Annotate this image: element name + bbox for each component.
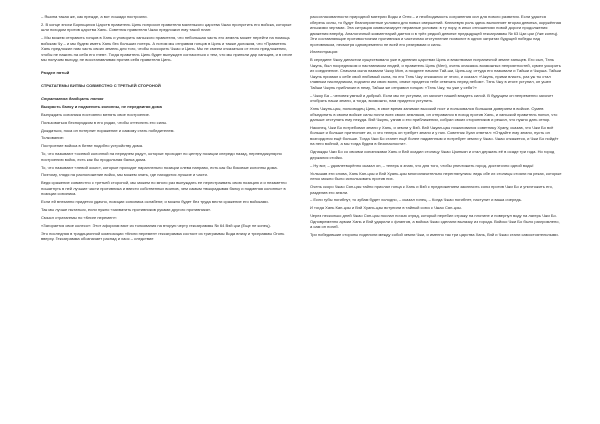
paragraph: То, что называют «осевой колонной на переднем ряду», которые проходят по центру позиции спереди назад, перпендикулярно построению войск, есть как бы продольная балка дома. bbox=[41, 151, 282, 162]
left-page bbox=[41, 14, 293, 418]
paragraph: «Загорается свое колесо»: Этот афоризм взят из толкования на вторую черту гексаграммы № 64 Вэй цзи (Еще не конец). bbox=[41, 222, 271, 228]
section-title: Раздел пятый bbox=[41, 70, 70, 76]
paragraph: Ведя сражение совместно с третьей стороной, мы можем по много раз вынуждать ее перестраивать свою позицию и и незаметно пошатнуть в ней лучшие части противника и ввести собственных воинов, чем самым «выкрадывая балку и подменяя колонны» в позиции союзника. bbox=[41, 180, 287, 197]
paragraph: Так мы лучше пытаться, если нужно «захватить противников руками другого противника». bbox=[41, 207, 212, 213]
paragraph: рассогласованности природной материи Воды и Огня – и необходимость сохранения сил для нового развития. Если удастся сберечь силы, то будут благоприятные условия для новых свершений. Ключевую роль здесь выполняет вторая девятка, окружённая иньскими чертами. Эта ситуация символизирует неравные условия: в ту пору, в иных отношениях новой дороги продолжения движения вперёд. Аналогичный комментарий дается и в трёх редкой девятке предыдущей гексаграммы № 63 Цзи цзи (Уже конец). Эти составляющие противостоянии противника и частичная отступление позволит в одних затратах будущей победы над противником, несмотря одновременно не всей его резервами и силы. bbox=[310, 14, 562, 47]
paragraph: – Яшина такая же, как прежде, а вот лошади построили. bbox=[41, 14, 148, 19]
paragraph: Однажды Чжи Бо со своими союзниками Хань и Вэй осадил столицу Чжао Цзиньян и стал держать её в осаде три года. Но город держался стойко. bbox=[310, 149, 555, 160]
paragraph: Наконец, Чжи Бо потребовал земли у Хань, и земли у Вэй. Вэй Чжуан-цзы пожаловался советнику Хуану, сказав, что Чжи Бо всё больше и больше притесняет их, и что теперь он требует земли и у них. Советник Хуан ответил: «Отдайте ему земли, пусть он возгордится ещё больше. Тогда Чжи Бо станет ещё более надменным и потребует земли у Чжао. Чжао откажется, и Чжи Бо пойдёт на него войной, а мы тогда будем в безопасности». bbox=[310, 124, 559, 147]
formula-line: Вынуждать союзника постоянно менять свое построение. bbox=[41, 111, 150, 117]
chapter-heading: СТРАТАГЕМЫ БИТВЫ СОВМЕСТНО С ТРЕТЬЕЙ СТОРОНОЙ bbox=[41, 83, 161, 89]
commentary-label: Толкование: bbox=[41, 135, 64, 141]
paragraph: – Чжоу Ба – человек умный и добрый. Если мы не уступим, он захочет нашей владеть силой. В будущем он непременно захочет отобрать наши земли, а тогда, возможно, нам придется уступить. bbox=[310, 92, 554, 104]
paragraph: Очень скоро Чжао Сян-цзы тайно прислал гонца к Хань и Вэй с предложением заключить союз против Чжи Бо и уничтожить его, разделив его земли. bbox=[310, 184, 554, 195]
paragraph: И тогда Хань Кан-цзы и Вэй Хуань-цзы вступили в тайный союз с Чжао Сян-цзы. bbox=[310, 205, 462, 211]
paragraph: Хэнь Чжунь-цзы, полководец Цинь, в свое время занимал высокий пост и пользовался большим доверием в войске. Сумев объединить в своем войске силы почти всех своих земляков, он отправился в поход против Хань, и ханьский правитель понял, что дальше отступать ему некуда. Вэй Чжунь, узнав о его приближении, собрал своих сторонников и решил, что нужно дать отпор. bbox=[310, 106, 558, 123]
paragraph: Смысл стратагемы по «Книге перемен»: bbox=[41, 215, 117, 221]
right-page bbox=[310, 14, 562, 418]
paragraph: Услышав эти слова, Хань Кан-цзы и Вэй Хуань-цзы многозначительно переглянулись: ведь обе их столицы стояли на реках, которые легко можно было использовать против них. bbox=[310, 170, 562, 182]
paragraph: Через несколько дней Чжао Сян-цзы послал ночью отряд, который перебил стражу на плотине и повернул воду на лагерь Чжи Бо. Одновременно армии Хань и Вэй ударили с флангов, а войска Чжао сделали вылазку из города. Войско Чжи Бо было разгромлено, а сам он погиб. bbox=[310, 213, 560, 230]
paragraph: – Мы можем отправить гонцов в Хань и уговорить ханьского правителя, что небольшая часть его земель может перейти на помощь войскам Чу – и мы будем иметь Хань без больших потерь. А потом мы отправим гонцов в Цинь и также доложим, что «Правитель Хань предложил нам часть своих земель для того, чтобы поссорить Чжао и Цинь. Мы не смеем отказаться от этого предложения, чтобы не нажить на себя его гнев». Тогда правитель Цинь будет вынужден согласиться с тем, что мы приняли дар ханьцев, и в итоге мы получим выгоду, не восстанавливая против себя правителя Цинь. bbox=[41, 35, 293, 63]
stratagem-title: Стратагема двадцать пятая bbox=[41, 95, 104, 101]
paragraph: То, что называют «левой осью», которые проходят параллельно позиции слева направо, есть как бы боковые колонны дома. bbox=[41, 164, 278, 170]
paragraph: В середине Чжоу династии существовало уже в древних царствах Цинь и властвовал пограничной земле ханьцев. Его сын, Тэнь Чжунь, был посредником и наставником людей, и правитель Цинь (Мен), очень опасаясь возможных неприятностей, сумел ускорить их соединение. Сначала сына назвали Чжоу Мин, а позднее начали Тай-ши, Цинь-шу, оттуда его называли и Тайши и Чжуша. Тайши Чжунь призвал к себе свой любимый сына, но его Тэнь Чжу отказался от этого, и сказал: «Чжунь, прими власть, раз уж ты стал главным наследником, подчини им свою волю, иначе придется тебе отвечать перед небом». Тэнь Чжу в итоге уступил, он ушел Тайши Чжунь приблизил в нему, Тайши же отправил гонцов: «Тэнь Чжу, ты уже у себя?» bbox=[310, 57, 562, 90]
paragraph: Если ей внезапно придется удачно, позиции союзника ослабеют, и можно будет без труда вести сражение его войсками. bbox=[41, 199, 269, 205]
stratagem-formula: Выкрасть балку и подменить колонны, не передвигая дома bbox=[41, 103, 162, 109]
paragraph: Поэтому, глядя на расположение войск, мы можем знать, где находятся лучшие и части. bbox=[41, 172, 208, 178]
formula-line: Пользоваться беспорядком в его рядах, чтобы оттеснить его силы. bbox=[41, 119, 168, 125]
paragraph: – Ну вот, – удовлетворённо сказал он, – теперь я знаю, что для того, чтобы уничтожить город, достаточно одной воды! bbox=[310, 162, 534, 168]
paragraph: Это последняя в традиционной композиции «Книги перемен» гексаграмма состоит из триграммы Вода внизу и триграммы Огонь вверху. Гексаграмма обозначает распад и хаос – следствие bbox=[41, 230, 285, 242]
paragraph: Построение войска в битве подобно устройству дома. bbox=[41, 143, 144, 149]
illustration-label: Иллюстрация: bbox=[310, 49, 339, 55]
paragraph: 2. В конце эпохи Борющихся Царств правитель Цинь попросил правителя маленького царства Чжао пропустить его войска, которые шли походом против царства Хань. Советник правителя Чжао предложил ему такой план: bbox=[41, 21, 292, 33]
paragraph: Три победившие стороны поделили между собой земли Чжи, и именно так три царства Хань, Вэй и Чжао стали самостоятельными. bbox=[310, 232, 559, 238]
formula-line: Дождаться, пока он потерпит поражение и самому стать победителем. bbox=[41, 127, 175, 133]
paragraph: – Если губы погибнут, то зубам будет холодно, – сказал гонец. – Когда Чжао погибнет, наступит и ваша очередь. bbox=[310, 197, 522, 203]
